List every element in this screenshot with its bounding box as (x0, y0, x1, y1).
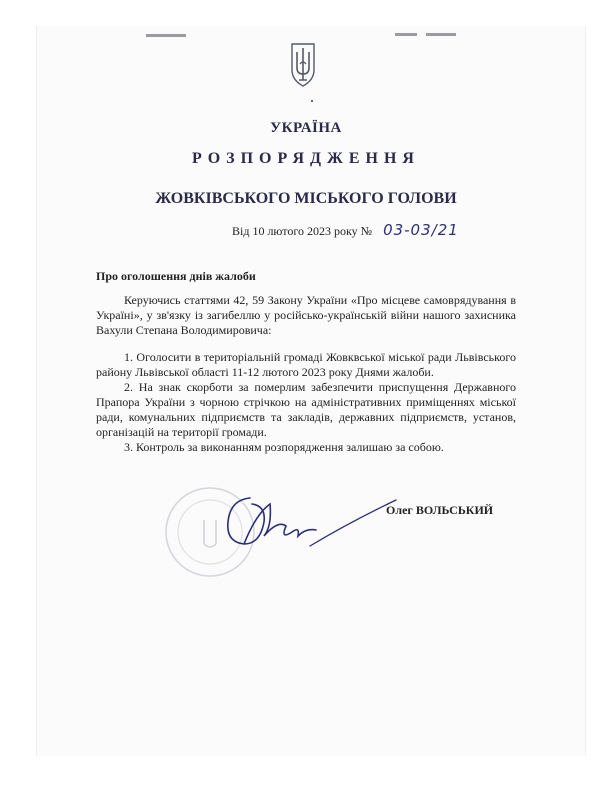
signature-tail (310, 500, 396, 546)
scan-artifact (426, 33, 456, 36)
preamble-paragraph: Керуючись статтями 42, 59 Закону України «Про місцеве самоврядування в Україні», у зв'язку із загибеллю у російсько-українській війни нашого захисника Вахули Степана Володимировича: (96, 293, 516, 337)
scan-artifact (395, 33, 417, 36)
order-number-handwritten: 03-03/21 (383, 221, 459, 239)
document-type-title: РОЗПОРЯДЖЕННЯ (192, 150, 420, 167)
seal-trident (204, 520, 216, 547)
date-line (232, 221, 459, 239)
seal-inner-ring (178, 500, 242, 564)
order-items (96, 350, 516, 455)
trident-emblem-icon (289, 40, 317, 88)
date-text: Від 10 лютого 2023 року № (232, 224, 373, 238)
country-title: УКРАЇНА (270, 120, 342, 136)
signer-name: Олег ВОЛЬСЬКИЙ (386, 503, 494, 517)
scan-artifact (146, 34, 186, 37)
issuer-title: ЖОВКІВСЬКОГО МІСЬКОГО ГОЛОВИ (155, 190, 457, 207)
document-subject: Про оголошення днів жалоби (96, 269, 256, 283)
order-item: 2. На знак скорботи за померлим забезпечити приспущення Державного Прапора України з чорною стрічкою на адміністративних приміщеннях міської ради, комунальних підприємств та закладів, державних підприємств, установ, організацій на території громади. (96, 380, 516, 439)
signature-and-seal (160, 470, 400, 600)
order-item: 1. Оголосити в територіальній громаді Жовквської міської ради Львівського району Львівської області 11-12 лютого 2023 року Днями жалоби. (96, 350, 516, 379)
scan-dot (311, 100, 313, 102)
order-item: 3. Контроль за виконанням розпорядження залишаю за собою. (124, 440, 444, 454)
signature-stroke (228, 498, 316, 544)
